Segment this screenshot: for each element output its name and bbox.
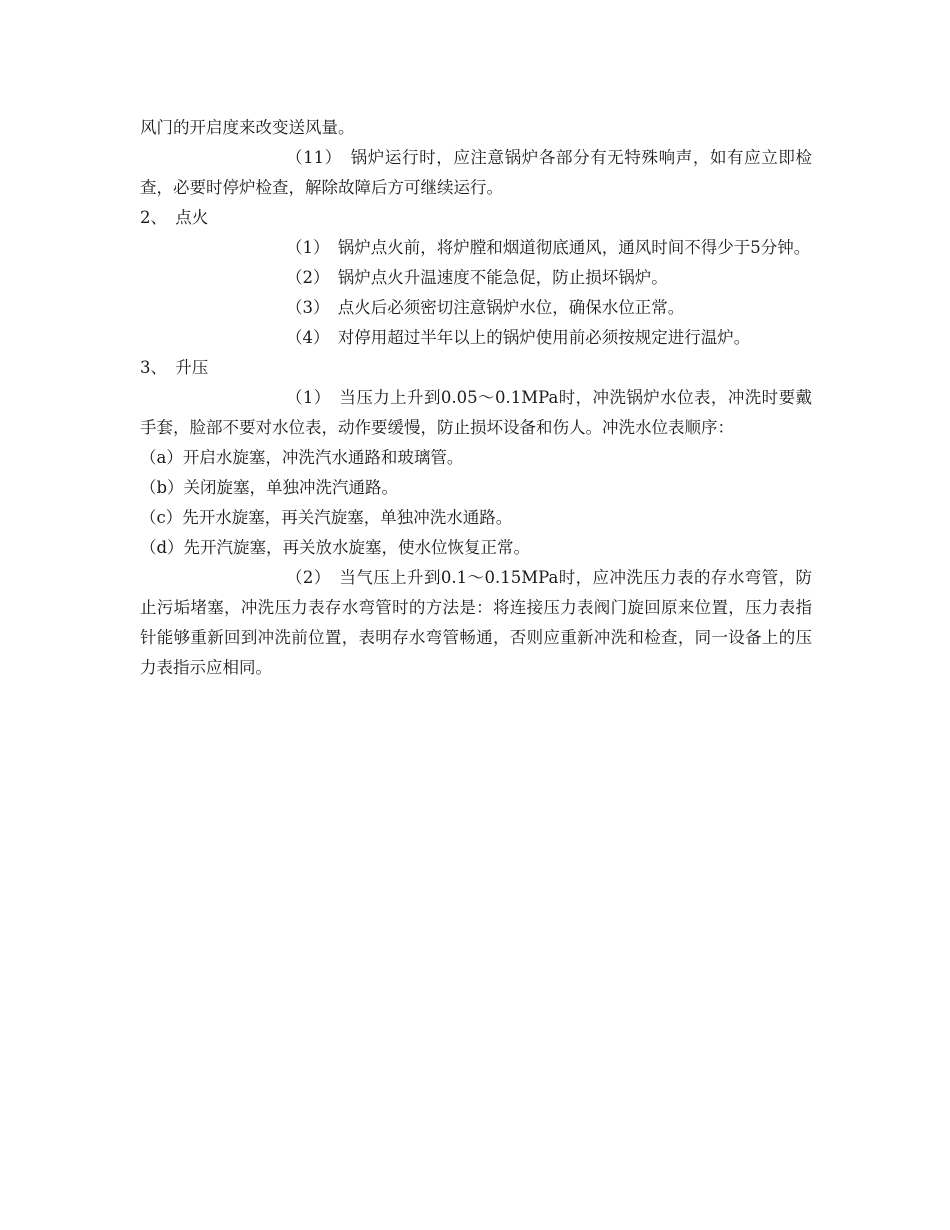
paragraph-continuation: 风门的开启度来改变送风量。: [140, 118, 355, 137]
list-item-a: （a）开启水旋塞，冲洗汽水通路和玻璃管。: [140, 448, 464, 467]
paragraph-pressure-2: （2） 当气压上升到0.1～0.15MPa时，应冲洗压力表的存水弯管，防止污垢堵塞，冲洗压力表存水弯管时的方法是：将连接压力表阀门旋回原来位置，压力表指针能够重新回到冲洗前位置，表明存水弯管畅通，否则应重新冲洗和检查，同一设备上的压力表指示应相同。: [140, 568, 812, 677]
list-item-d: （d）先开汽旋塞，再关放水旋塞，使水位恢复正常。: [140, 538, 531, 557]
list-item-b: （b）关闭旋塞，单独冲洗汽通路。: [140, 478, 399, 497]
paragraph-pressure-1: （1） 当压力上升到0.05～0.1MPa时，冲洗锅炉水位表，冲洗时要戴手套，脸部不要对水位表，动作要缓慢，防止损坏设备和伤人。冲洗水位表顺序：: [140, 388, 812, 437]
paragraph-ignition-3: （3） 点火后必须密切注意锅炉水位，确保水位正常。: [286, 298, 685, 317]
paragraph-ignition-2: （2） 锅炉点火升温速度不能急促，防止损坏锅炉。: [286, 268, 668, 287]
section-heading-pressure: 3、 升压: [140, 358, 209, 377]
document-body: [140, 113, 812, 683]
paragraph-item-11: （11） 锅炉运行时，应注意锅炉各部分有无特殊响声，如有应立即检查，必要时停炉检查，解除故障后方可继续运行。: [140, 148, 812, 197]
paragraph-ignition-1: （1） 锅炉点火前，将炉膛和烟道彻底通风，通风时间不得少于5分钟。: [286, 238, 811, 257]
list-item-c: （c）先开水旋塞，再关汽旋塞，单独冲洗水通路。: [140, 508, 513, 527]
paragraph-ignition-4: （4） 对停用超过半年以上的锅炉使用前必须按规定进行温炉。: [286, 328, 751, 347]
section-heading-ignition: 2、 点火: [140, 208, 209, 227]
